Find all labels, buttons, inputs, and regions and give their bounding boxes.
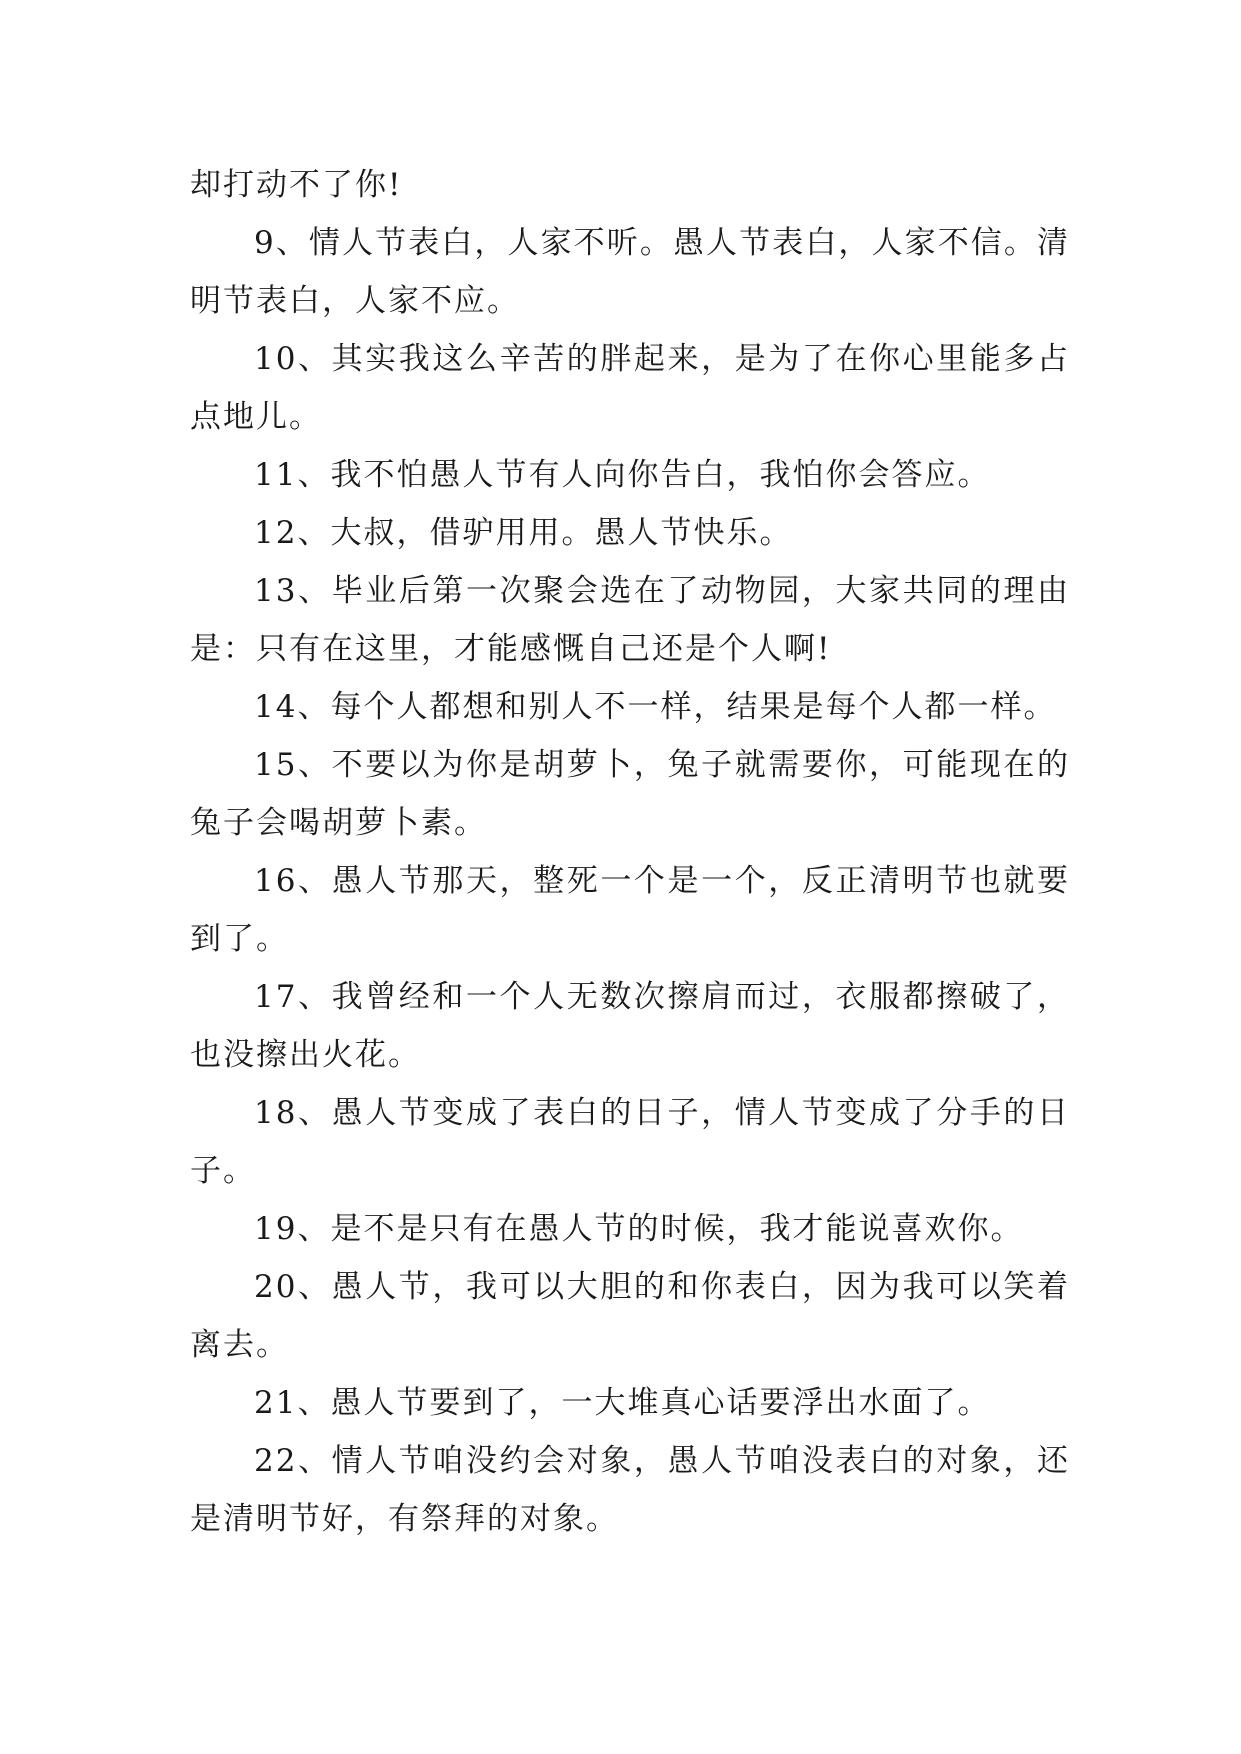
paragraph-item-22: 22、情人节咱没约会对象，愚人节咱没表白的对象，还是清明节好，有祭拜的对象。 — [190, 1443, 1070, 1537]
paragraph-item-9: 9、情人节表白，人家不听。愚人节表白，人家不信。清明节表白，人家不应。 — [190, 225, 1070, 319]
paragraph-item-13: 13、毕业后第一次聚会选在了动物园，大家共同的理由是：只有在这里，才能感慨自己还是个人啊! — [190, 573, 1070, 667]
paragraph-item-15: 15、不要以为你是胡萝卜，兔子就需要你，可能现在的兔子会喝胡萝卜素。 — [190, 747, 1070, 841]
paragraph-continuation: 却打动不了你! — [190, 167, 403, 203]
paragraph-item-12: 12、大叔，借驴用用。愚人节快乐。 — [254, 515, 793, 551]
paragraph-item-11: 11、我不怕愚人节有人向你告白，我怕你会答应。 — [254, 457, 991, 493]
paragraph-item-18: 18、愚人节变成了表白的日子，情人节变成了分手的日子。 — [190, 1095, 1070, 1189]
paragraph-item-16: 16、愚人节那天，整死一个是一个，反正清明节也就要到了。 — [190, 863, 1070, 957]
paragraph-item-21: 21、愚人节要到了，一大堆真心话要浮出水面了。 — [254, 1385, 991, 1421]
paragraph-item-17: 17、我曾经和一个人无数次擦肩而过，衣服都擦破了，也没擦出火花。 — [190, 979, 1070, 1073]
paragraph-item-20: 20、愚人节，我可以大胆的和你表白，因为我可以笑着离去。 — [190, 1269, 1070, 1363]
paragraph-item-14: 14、每个人都想和别人不一样，结果是每个人都一样。 — [254, 689, 1057, 725]
paragraph-item-10: 10、其实我这么辛苦的胖起来，是为了在你心里能多占点地儿。 — [190, 341, 1070, 435]
paragraph-item-19: 19、是不是只有在愚人节的时候，我才能说喜欢你。 — [254, 1211, 1024, 1247]
document-body — [190, 156, 1070, 1548]
